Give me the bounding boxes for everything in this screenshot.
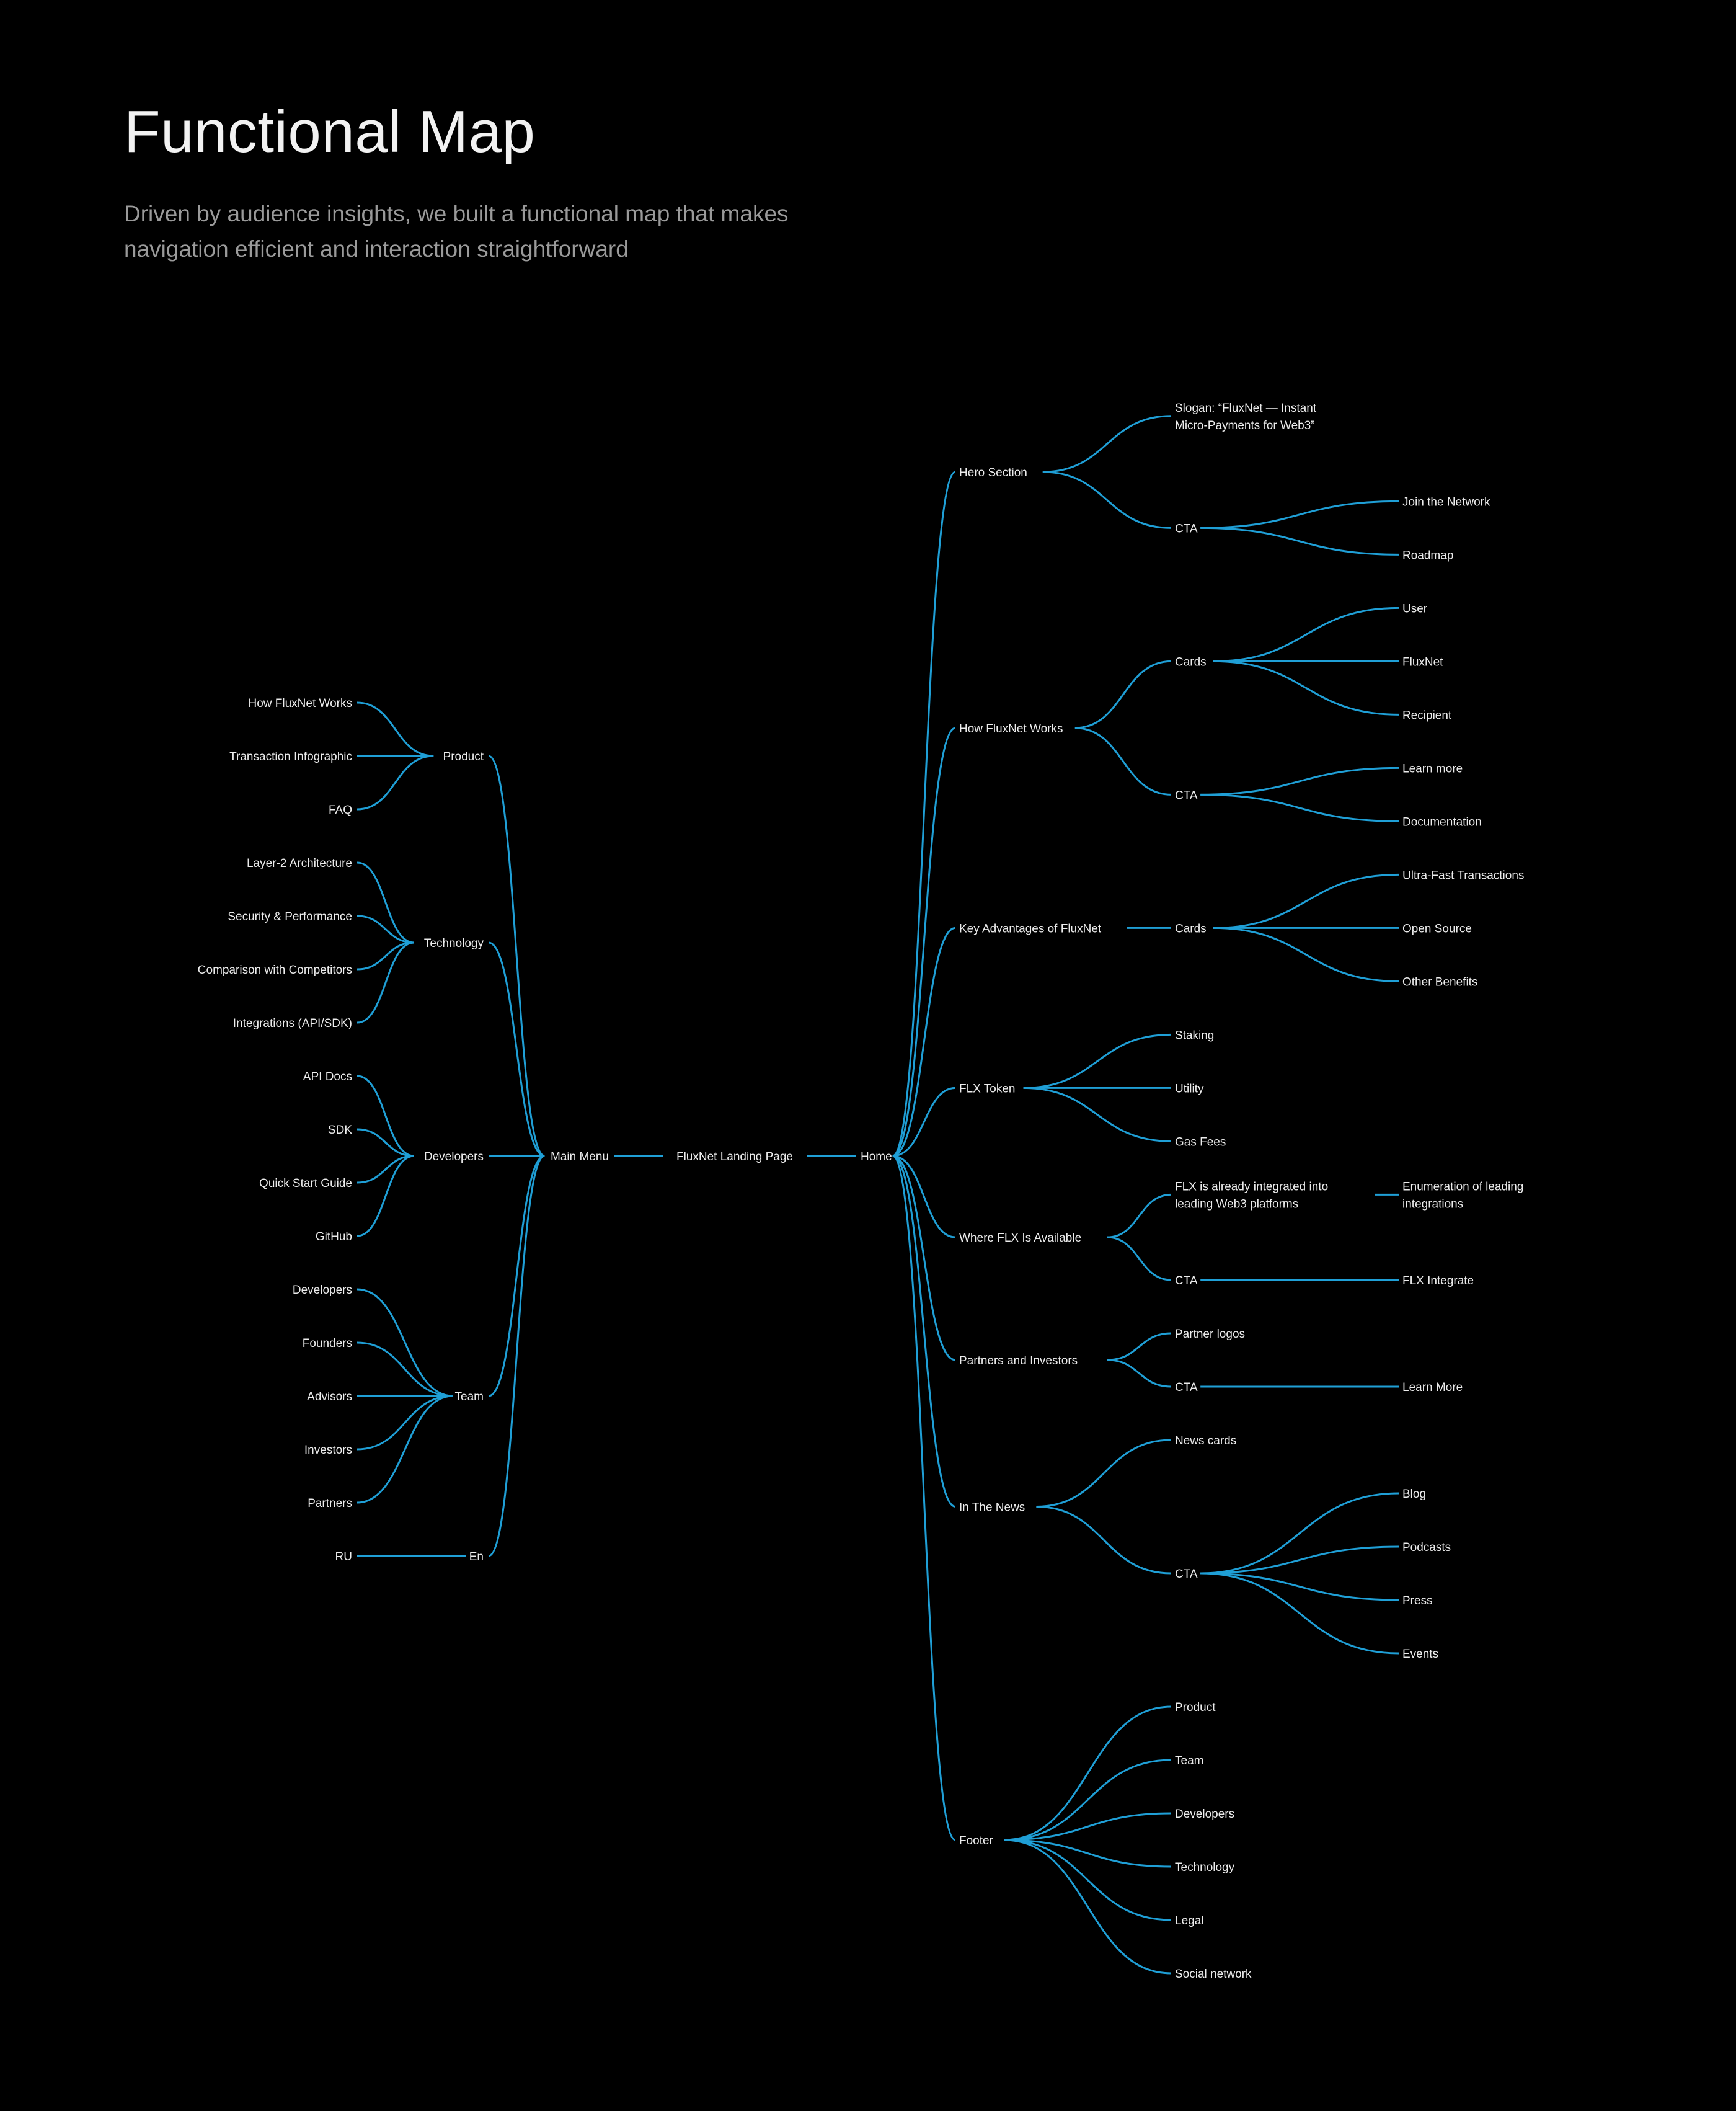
- link-node-menu-developers-api-docs: [357, 1076, 414, 1156]
- node-menu-technology-security-performance: Security & Performance: [228, 910, 352, 923]
- link-node-how-fluxnet-works-cta-learn-more: [1200, 768, 1399, 794]
- link-node-menu-developers-sdk: [357, 1129, 414, 1156]
- node-footer-team: Team: [1175, 1754, 1204, 1767]
- link-main-menu-product: [489, 756, 544, 1156]
- link-node-menu-team-developers: [357, 1289, 453, 1396]
- link-home-hero-section: [893, 472, 955, 1156]
- node-key-advantages-of-fluxnet-cards: Cards: [1175, 922, 1207, 936]
- node-partners-and-investors-cta: CTA: [1175, 1380, 1198, 1394]
- link-node-menu-product-faq: [357, 756, 433, 809]
- link-node-menu-technology-comparison-with-competitors: [357, 943, 414, 969]
- node-where-flx-is-available-flx-is-already-integrated-into-leading-web3-platforms-enumeration-of-leading-integrations: Enumeration of leading integrations: [1402, 1180, 1524, 1211]
- node-menu-technology-layer-2-architecture: Layer-2 Architecture: [246, 857, 352, 870]
- link-node-hero-section-cta-join-the-network: [1200, 501, 1399, 528]
- node-in-the-news-cta-events: Events: [1402, 1647, 1439, 1661]
- node-menu-developers-sdk: SDK: [327, 1124, 352, 1137]
- node-menu-team-developers: Developers: [292, 1284, 352, 1297]
- node-in-the-news-cta-press: Press: [1402, 1594, 1433, 1607]
- node-menu-en: En: [469, 1550, 484, 1563]
- node-footer: Footer: [959, 1834, 993, 1847]
- link-node-in-the-news-cta: [1036, 1506, 1171, 1573]
- node-key-advantages-of-fluxnet-cards-open-source: Open Source: [1402, 922, 1472, 936]
- page-title: Functional Map: [124, 99, 536, 165]
- link-node-in-the-news-cta-blog: [1200, 1493, 1399, 1573]
- node-hero-section-cta: CTA: [1175, 522, 1198, 536]
- node-footer-legal: Legal: [1175, 1914, 1204, 1927]
- link-node-flx-token-staking: [1024, 1034, 1171, 1088]
- node-how-fluxnet-works-cards: Cards: [1175, 656, 1207, 669]
- node-root: FluxNet Landing Page: [676, 1150, 794, 1163]
- node-hero-section-cta-roadmap: Roadmap: [1402, 549, 1454, 562]
- link-node-key-advantages-of-fluxnet-cards-other-benefits: [1213, 928, 1399, 981]
- node-menu-product-transaction-infographic: Transaction Infographic: [229, 750, 352, 763]
- link-node-how-fluxnet-works-cards-recipient: [1213, 661, 1399, 714]
- node-in-the-news: In The News: [959, 1501, 1025, 1514]
- node-in-the-news-news-cards: News cards: [1175, 1434, 1237, 1447]
- link-node-menu-team-investors: [357, 1396, 453, 1449]
- node-flx-token: FLX Token: [959, 1082, 1016, 1096]
- node-menu-developers: Developers: [423, 1150, 484, 1163]
- link-node-how-fluxnet-works-cards-user: [1213, 608, 1399, 661]
- node-hero-section-slogan-fluxnet-instant-micro-payments-for-web3: Slogan: “FluxNet — Instant Micro-Payments for Web3”: [1175, 401, 1317, 432]
- node-partners-and-investors-cta-learn-more: Learn More: [1402, 1380, 1463, 1394]
- link-main-menu-en: [489, 1156, 544, 1556]
- node-in-the-news-cta: CTA: [1175, 1567, 1198, 1581]
- link-node-in-the-news-cta-press: [1200, 1573, 1399, 1600]
- node-footer-product: Product: [1175, 1700, 1216, 1714]
- node-menu-product: Product: [443, 750, 484, 763]
- link-node-how-fluxnet-works-cards: [1075, 661, 1171, 728]
- node-in-the-news-cta-blog: Blog: [1402, 1487, 1427, 1501]
- node-hero-section-cta-join-the-network: Join the Network: [1402, 496, 1490, 509]
- map-links: [357, 416, 1399, 1973]
- node-key-advantages-of-fluxnet-cards-ultra-fast-transactions: Ultra-Fast Transactions: [1402, 869, 1525, 882]
- link-node-footer-product: [1004, 1707, 1171, 1840]
- link-node-key-advantages-of-fluxnet-cards-ultra-fast-transactions: [1213, 874, 1399, 928]
- link-node-menu-product-how-fluxnet-works: [357, 703, 433, 756]
- link-node-where-flx-is-available-flx-is-already-integrated-into-leading-web3-platforms: [1107, 1194, 1171, 1237]
- node-key-advantages-of-fluxnet: Key Advantages of FluxNet: [959, 922, 1102, 936]
- link-home-flx-token: [893, 1088, 955, 1156]
- map-labels: [198, 402, 1525, 1981]
- node-menu-product-how-fluxnet-works: How FluxNet Works: [248, 697, 352, 710]
- node-how-fluxnet-works-cards-fluxnet: FluxNet: [1402, 656, 1443, 669]
- node-hero-section: Hero Section: [959, 466, 1027, 480]
- node-where-flx-is-available-flx-is-already-integrated-into-leading-web3-platforms: FLX is already integrated into leading Web3 platforms: [1175, 1180, 1329, 1211]
- link-node-menu-developers-github: [357, 1156, 414, 1236]
- node-menu-team-investors: Investors: [304, 1444, 352, 1457]
- link-node-partners-and-investors-cta: [1107, 1360, 1171, 1387]
- node-menu-developers-github: GitHub: [315, 1230, 352, 1243]
- link-node-menu-technology-integrations-api-sdk: [357, 943, 414, 1023]
- link-main-menu-technology: [489, 943, 544, 1156]
- link-node-footer-social-network: [1004, 1840, 1171, 1973]
- link-home-how-fluxnet-works: [893, 728, 955, 1156]
- node-menu-product-faq: FAQ: [328, 804, 352, 817]
- node-where-flx-is-available: Where FLX Is Available: [959, 1232, 1082, 1245]
- node-flx-token-gas-fees: Gas Fees: [1175, 1135, 1226, 1149]
- link-node-in-the-news-cta-events: [1200, 1573, 1399, 1653]
- node-in-the-news-cta-podcasts: Podcasts: [1402, 1540, 1451, 1554]
- link-node-in-the-news-news-cards: [1036, 1440, 1171, 1507]
- node-how-fluxnet-works-cta: CTA: [1175, 789, 1198, 802]
- node-menu-team: Team: [454, 1390, 484, 1403]
- link-node-hero-section-cta: [1043, 472, 1171, 528]
- link-node-in-the-news-cta-podcasts: [1200, 1547, 1399, 1573]
- node-menu-technology-comparison-with-competitors: Comparison with Competitors: [197, 964, 352, 977]
- node-footer-developers: Developers: [1175, 1807, 1235, 1821]
- link-node-menu-technology-layer-2-architecture: [357, 863, 414, 943]
- node-menu-technology-integrations-api-sdk: Integrations (API/SDK): [232, 1017, 352, 1030]
- subtitle-line-2: navigation efficient and interaction straightforward: [124, 236, 629, 262]
- node-footer-social-network: Social network: [1175, 1967, 1252, 1981]
- node-how-fluxnet-works-cards-recipient: Recipient: [1402, 709, 1452, 722]
- link-node-hero-section-cta-roadmap: [1200, 528, 1399, 554]
- node-partners-and-investors: Partners and Investors: [959, 1354, 1078, 1367]
- node-menu-developers-api-docs: API Docs: [303, 1070, 352, 1083]
- link-node-how-fluxnet-works-cta-documentation: [1200, 794, 1399, 821]
- node-footer-technology: Technology: [1175, 1860, 1235, 1874]
- subtitle-line-1: Driven by audience insights, we built a functional map that makes: [124, 201, 789, 226]
- link-node-flx-token-gas-fees: [1024, 1088, 1171, 1141]
- node-where-flx-is-available-cta: CTA: [1175, 1274, 1198, 1287]
- node-home: Home: [861, 1150, 892, 1163]
- link-node-partners-and-investors-partner-logos: [1107, 1333, 1171, 1360]
- node-menu-developers-quick-start-guide: Quick Start Guide: [259, 1177, 352, 1190]
- node-main-menu: Main Menu: [551, 1150, 609, 1163]
- link-node-menu-developers-quick-start-guide: [357, 1156, 414, 1183]
- node-menu-team-founders: Founders: [302, 1337, 352, 1350]
- node-flx-token-staking: Staking: [1175, 1029, 1215, 1042]
- link-node-menu-team-partners: [357, 1396, 453, 1503]
- node-menu-team-advisors: Advisors: [307, 1390, 352, 1403]
- node-menu-team-partners: Partners: [308, 1497, 352, 1510]
- node-how-fluxnet-works-cards-user: User: [1402, 602, 1428, 616]
- node-how-fluxnet-works-cta-learn-more: Learn more: [1402, 762, 1463, 776]
- link-node-menu-team-founders: [357, 1343, 453, 1396]
- link-node-hero-section-slogan-fluxnet-instant-micro-payments-for-web3: [1043, 416, 1171, 472]
- link-node-how-fluxnet-works-cta: [1075, 728, 1171, 795]
- node-menu-en-ru: RU: [335, 1550, 352, 1563]
- node-partners-and-investors-partner-logos: Partner logos: [1175, 1327, 1246, 1341]
- node-menu-technology: Technology: [423, 937, 484, 950]
- node-where-flx-is-available-cta-flx-integrate: FLX Integrate: [1402, 1274, 1474, 1287]
- link-node-menu-technology-security-performance: [357, 916, 414, 943]
- node-key-advantages-of-fluxnet-cards-other-benefits: Other Benefits: [1402, 976, 1478, 989]
- node-how-fluxnet-works: How FluxNet Works: [959, 722, 1063, 736]
- link-node-where-flx-is-available-cta: [1107, 1237, 1171, 1280]
- node-how-fluxnet-works-cta-documentation: Documentation: [1402, 816, 1482, 829]
- link-home-in-the-news: [893, 1156, 955, 1506]
- node-flx-token-utility: Utility: [1175, 1082, 1204, 1096]
